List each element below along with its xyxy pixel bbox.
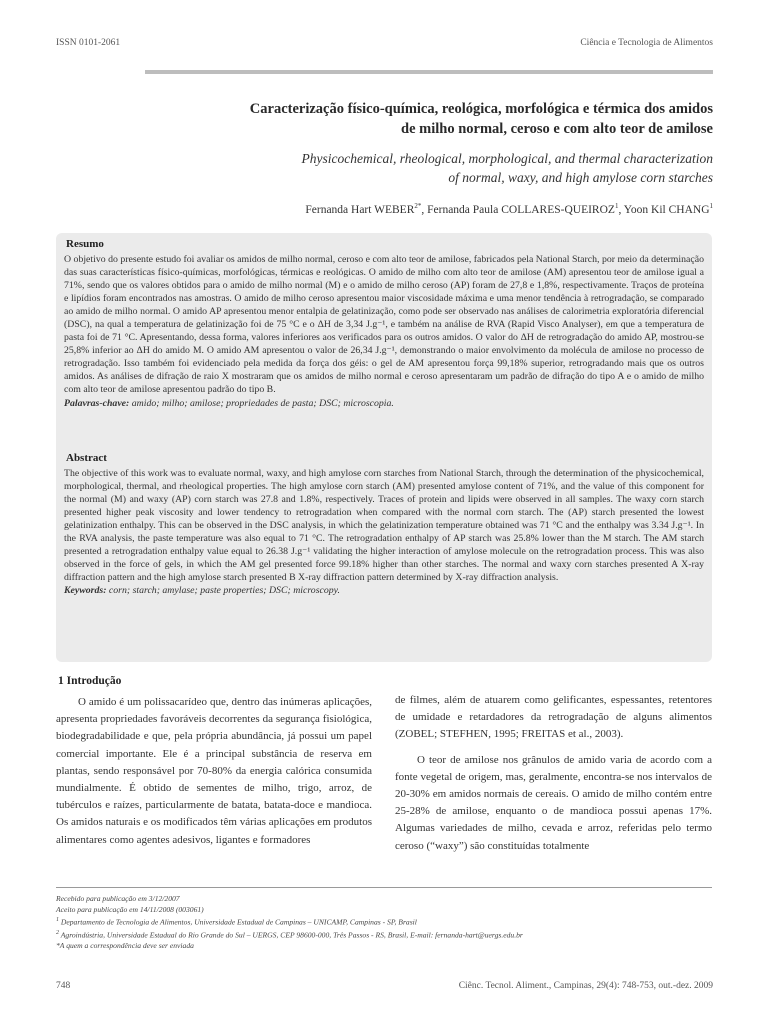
intro-paragraph-2: O teor de amilose nos grânulos de amido varia de acordo com a fonte vegetal de origem, mas, geralmente, encontra-se nos intervalos de 20-30% em amidos normais de cereais. O amido de milho contém entre 25-28% de amilose, enquanto o de mandioca possui apenas 17%. Algumas variedades de milho, cevada e arroz, referidas pelo termo ceroso (“waxy”) são constituídas totalmente bbox=[395, 753, 712, 852]
author-list bbox=[100, 202, 713, 216]
author-2: , Fernanda Paula COLLARES-QUEIROZ bbox=[421, 203, 615, 216]
issn-label: ISSN 0101-2061 bbox=[56, 38, 121, 48]
journal-citation: Ciênc. Tecnol. Aliment., Campinas, 29(4): 748-753, out.-dez. 2009 bbox=[458, 981, 713, 991]
resumo-keywords bbox=[56, 397, 712, 410]
page-number: 748 bbox=[56, 981, 71, 991]
subtitle-line-1: Physicochemical, rheological, morphological, and thermal characterization bbox=[301, 151, 713, 166]
affiliation-2-mark: 2 bbox=[56, 929, 59, 936]
corresponding-author-note: *A quem a correspondência deve ser enviada bbox=[56, 941, 194, 951]
resumo-text: O objetivo do presente estudo foi avaliar os amidos de milho normal, ceroso e com alto teor de amilose, fabricados pela National Starch, por meio da determinação das suas características físico-químicas, morfológicas, térmicas e reológicas. O amido de milho com alto teor de amilose (AM) apresentou teor de amilose igual a 71%, sendo que os valores obtidos para o amido de milho normal (M) e o amido de milho ceroso (AP) foram de 27,8 e 1,8%, respectivamente. Traços de proteína e lipídios foram encontrados nas amostras. O amido de milho ceroso apresentou maior viscosidade máxima e uma menor tendência à retrogradação, se comparado ao amido de milho normal. O amido AP apresentou menor entalpia de gelatinização, como pode ser observado nas análises de calorimetria exploratória diferencial (DSC), na qual a temperatura de gelatinização foi de 75 °C e o ΔH de 3,34 J.g⁻¹, e também na análise de RVA (Rapid Visco Analyser), em que a temperatura de pasta foi de 71 °C. Apresentando, dessa forma, valores inferiores aos verificados para os outros amidos. O valor do ΔH de retrogradação do amido AP, mostrou-se 25,8% inferior ao ΔH do amido M. O amido AM apresentou o valor de 26,34 J.g⁻¹, demonstrando o maior envolvimento da molécula de amilose no processo de retrogradação. Isso também foi evidenciado pela medida da força dos géis: o gel de AM apresentou força 99,18% superior, retrogradando mais que os outros amidos. As análises de difração de raio X mostraram que os amidos de milho normal e ceroso apresentaram um padrão de difração do tipo A e o amido de milho com alto teor de amilose apresentou padrão do tipo B. bbox=[64, 254, 704, 396]
abstract-keywords-label: Keywords: bbox=[64, 585, 107, 597]
author-1: Fernanda Hart WEBER bbox=[305, 203, 415, 216]
affiliation-1-text: Departamento de Tecnologia de Alimentos, Universidade Estadual de Campinas – UNICAMP, Campinas - SP, Brasil bbox=[59, 917, 417, 927]
affiliation-2-text: Agroindústria, Universidade Estadual do Rio Grande do Sul – UERGS, CEP 98600-000, Três Passos - RS, Brasil, E-mail: fernanda-hart@uergs.edu.br bbox=[59, 930, 523, 940]
received-date: Recebido para publicação em 3/12/2007 bbox=[56, 894, 180, 903]
resumo-keywords-list: amido; milho; amilose; propriedades de pasta; DSC; microscopia. bbox=[129, 397, 394, 409]
journal-name: Ciência e Tecnologia de Alimentos bbox=[580, 38, 713, 48]
affiliation-1-mark: 1 bbox=[56, 917, 59, 923]
abstract-heading: Abstract bbox=[66, 452, 107, 464]
title-line-1: Caracterização físico-química, reológica, morfológica e térmica dos amidos bbox=[249, 101, 713, 117]
author-1-affiliation: 2* bbox=[414, 202, 422, 210]
author-3-affiliation: 1 bbox=[709, 202, 713, 210]
author-2-affiliation: 1 bbox=[614, 202, 619, 210]
author-3: , Yoon Kil CHANG bbox=[618, 203, 710, 216]
left-column bbox=[56, 694, 372, 857]
abstract-keywords-list: corn; starch; amylase; paste properties; DSC; microscopy. bbox=[106, 585, 340, 597]
abstract-text: The objective of this work was to evaluate normal, waxy, and high amylose corn starches from National Starch, through the determination of the physicochemical, morphological, thermal, and rheological properties. The high amylose corn starch (AM) presented amylose content of 71%, and the value of this component for the normal (M) and waxy (AP) corn starch was 27.8 and 1.8%, respectively. Traces of protein and lipids were observed in all samples. The waxy corn starch presented higher peak viscosity and lower tendency to retrogradation when compared with the normal corn starch. The (AP) starch presented the lowest gelatinization enthalpy. This can be observed in the DSC analysis, in which the gelatinization temperature obtained was 71 °C and the enthalpy was 3.34 J.g⁻¹. In the RVA analysis, the paste temperature was also equal to 71 °C. The retrogradation enthalpy of AP starch was 25.8% lower than the M starch. The AM starch presented a retrogradation enthalpy value equal to 26.38 J.g⁻¹ validating the higher interaction of amylose molecule on the retrogradation process. This was also observed in the force of gels, in which the AM gel presented force 99.18% higher than other starches. The normal and waxy corn starches presented A X-ray diffraction pattern and the high amylose starch presented B X-ray diffraction pattern determined by X-ray diffraction analysis. bbox=[64, 468, 704, 584]
title-line-2: de milho normal, ceroso e com alto teor de amilose bbox=[401, 121, 713, 137]
footnote-rule bbox=[56, 887, 712, 888]
resumo-box bbox=[56, 233, 712, 461]
footnotes bbox=[56, 893, 712, 951]
affiliation-1 bbox=[56, 915, 712, 928]
accepted-date: Aceito para publicação em 14/11/2008 (003061) bbox=[56, 905, 204, 914]
abstract-keywords bbox=[56, 584, 712, 597]
article-title bbox=[100, 99, 713, 139]
intro-paragraph-1: O amido é um polissacarídeo que, dentro das inúmeras aplicações, apresenta propriedades favoráveis decorrentes da segurança fisiológica, biodegradabilidade e que, pela própria abundância, já possui um papel comercial importante. Ele é a principal substância de reserva em plantas, sendo responsável por 70-80% da energia calórica consumida mundialmente. É obtido de sementes de milho, trigo, arroz, de tubérculos e raízes, particularmente de batata, batata-doce e mandioca. Os amidos naturais e os modificados têm várias aplicações em produtos alimentares como agentes adesivos, ligantes e formadores bbox=[56, 696, 372, 846]
affiliation-2 bbox=[56, 928, 712, 941]
abstract-box bbox=[56, 447, 712, 662]
header-rule bbox=[145, 70, 713, 74]
resumo-heading: Resumo bbox=[66, 238, 104, 250]
intro-paragraph-1-continued: de filmes, além de atuarem como gelificantes, espessantes, retentores de umidade e retardadores da retrogradação de alguns alimentos (ZOBEL; STEFHEN, 1995; FREITAS et al., 2003). bbox=[395, 694, 712, 741]
section-heading-introduction: 1 Introdução bbox=[58, 675, 122, 687]
subtitle-line-2: of normal, waxy, and high amylose corn starches bbox=[448, 170, 713, 185]
right-column bbox=[395, 692, 712, 863]
resumo-keywords-label: Palavras-chave: bbox=[64, 397, 130, 409]
article-subtitle bbox=[120, 149, 713, 187]
